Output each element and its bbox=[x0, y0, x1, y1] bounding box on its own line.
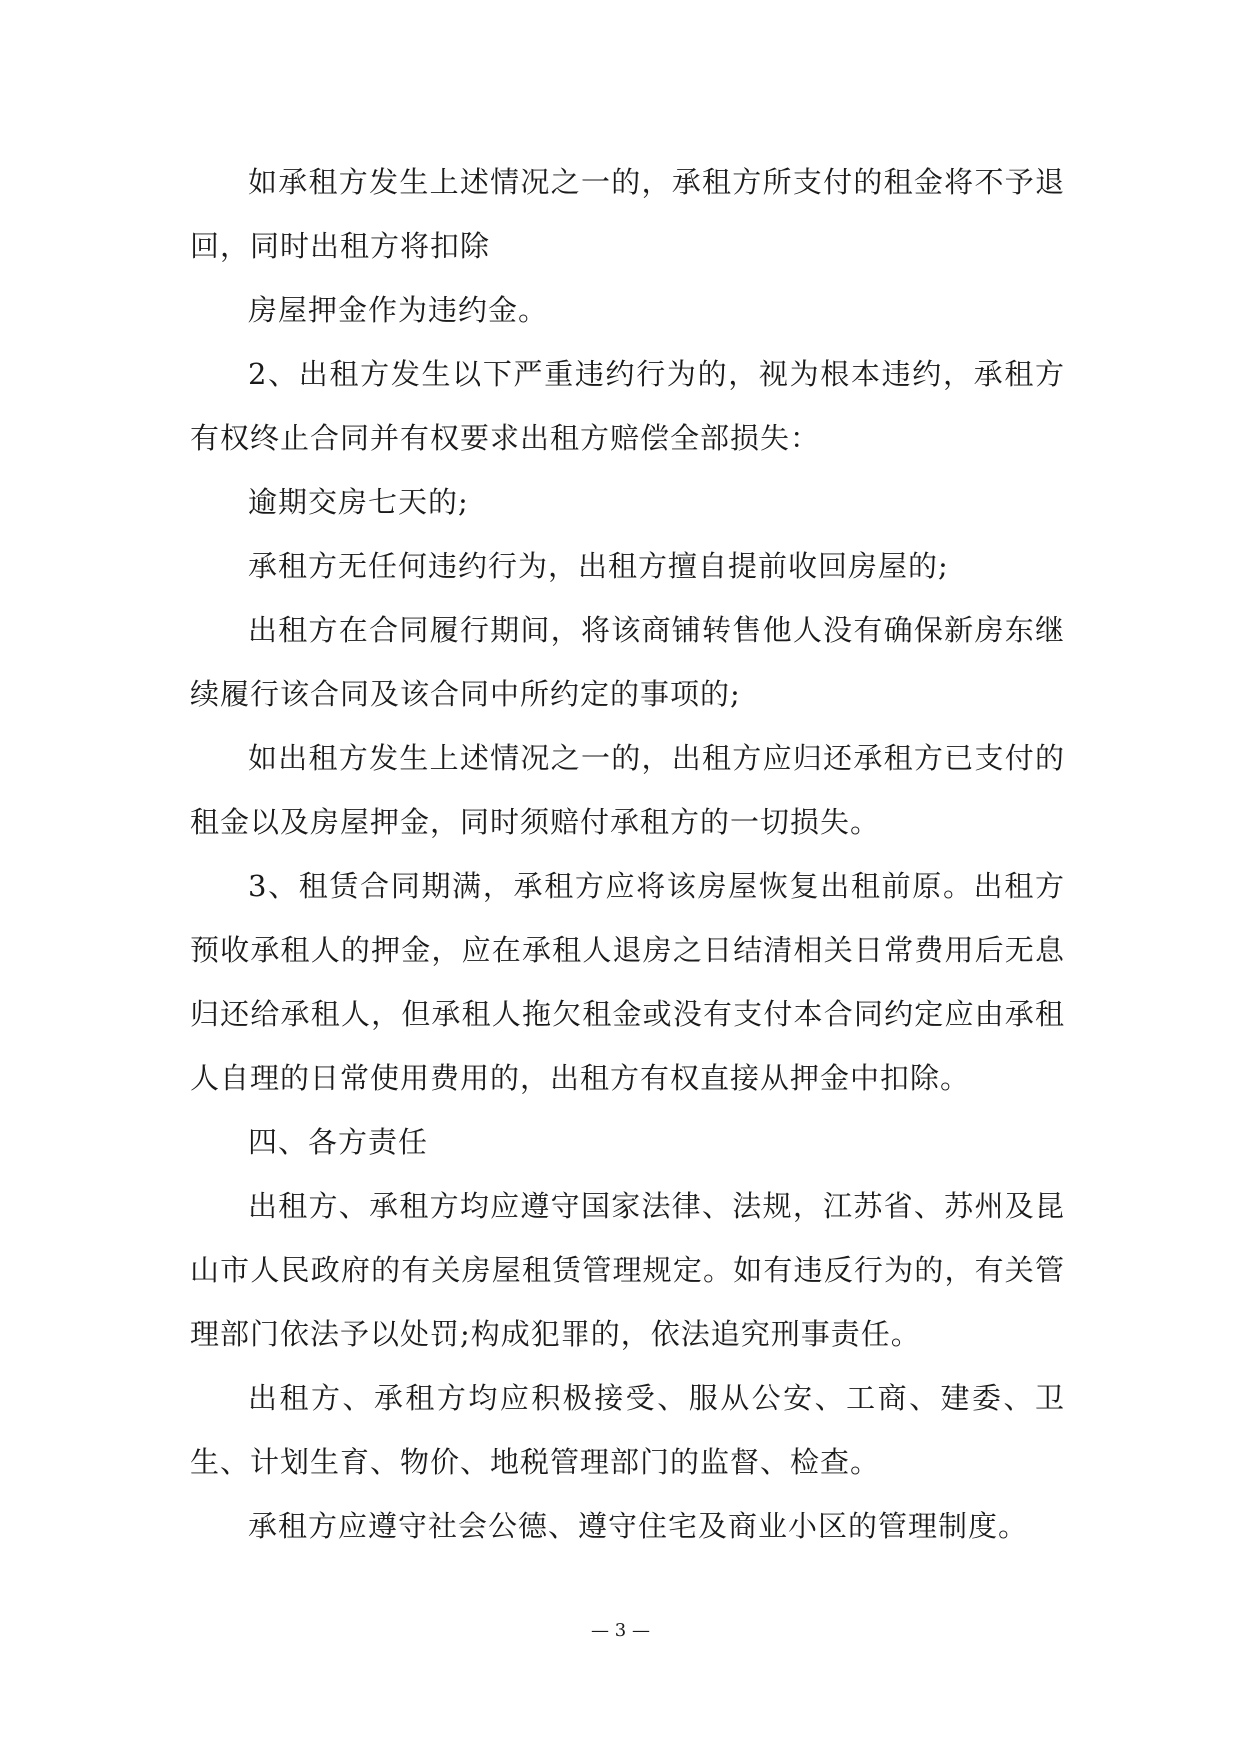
paragraph: 房屋押金作为违约金。 bbox=[248, 293, 549, 327]
paragraph: 出租方、承租方均应遵守国家法律、法规，江苏省、苏州及昆山市人民政府的有关房屋租赁管理规定。如有违反行为的，有关管理部门依法予以处罚;构成犯罪的，依法追究刑事责任。 bbox=[190, 1189, 1065, 1351]
page-number: — 3 — bbox=[591, 1620, 650, 1641]
paragraph: 出租方在合同履行期间，将该商铺转售他人没有确保新房东继续履行该合同及该合同中所约定的事项的; bbox=[190, 613, 1065, 711]
paragraph: 承租方无任何违约行为，出租方擅自提前收回房屋的; bbox=[248, 549, 949, 583]
document-body bbox=[190, 150, 1065, 1558]
paragraph: 如承租方发生上述情况之一的，承租方所支付的租金将不予退回，同时出租方将扣除 bbox=[190, 165, 1065, 263]
paragraph: 承租方应遵守社会公德、遵守住宅及商业小区的管理制度。 bbox=[248, 1509, 1029, 1543]
section-heading: 四、各方责任 bbox=[248, 1125, 429, 1159]
paragraph: 出租方、承租方均应积极接受、服从公安、工商、建委、卫生、计划生育、物价、地税管理部门的监督、检查。 bbox=[190, 1381, 1065, 1479]
paragraph: 3、租赁合同期满，承租方应将该房屋恢复出租前原。出租方预收承租人的押金，应在承租人退房之日结清相关日常费用后无息归还给承租人，但承租人拖欠租金或没有支付本合同约定应由承租人自理的日常使用费用的，出租方有权直接从押金中扣除。 bbox=[190, 869, 1065, 1095]
paragraph: 逾期交房七天的; bbox=[248, 485, 469, 519]
paragraph: 2、出租方发生以下严重违约行为的，视为根本违约，承租方有权终止合同并有权要求出租方赔偿全部损失： bbox=[190, 357, 1065, 455]
paragraph: 如出租方发生上述情况之一的，出租方应归还承租方已支付的租金以及房屋押金，同时须赔付承租方的一切损失。 bbox=[190, 741, 1065, 839]
